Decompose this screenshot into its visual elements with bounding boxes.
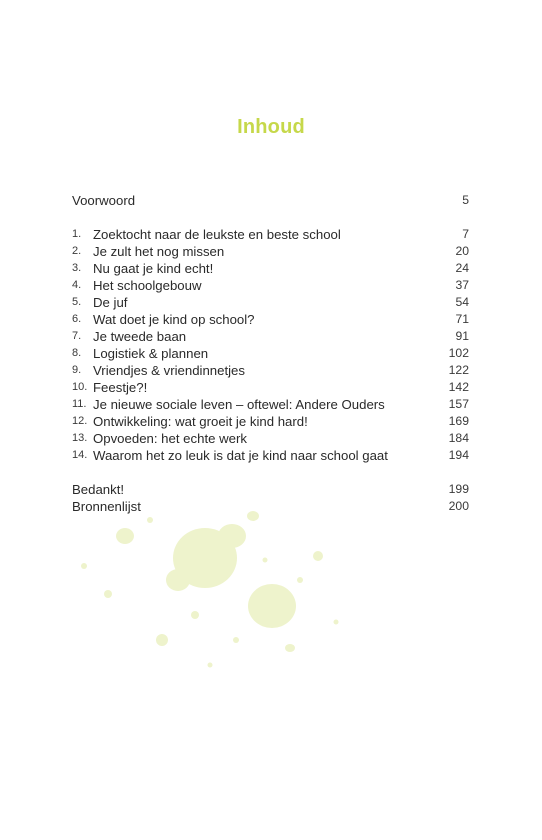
toc-chapter-2 xyxy=(72,243,469,260)
chapter-number: 8. xyxy=(72,347,82,359)
chapter-title: Waarom het zo leuk is dat je kind naar school gaat xyxy=(93,448,388,463)
chapter-page: 20 xyxy=(455,244,469,258)
chapter-page: 24 xyxy=(455,261,469,275)
chapter-title: Wat doet je kind op school? xyxy=(93,312,255,327)
chapter-title: Zoektocht naar de leukste en beste school xyxy=(93,227,341,242)
chapter-page: 169 xyxy=(448,414,469,428)
toc-chapter-8 xyxy=(72,345,469,362)
toc-chapter-12 xyxy=(72,413,469,430)
chapter-title: De juf xyxy=(93,295,128,310)
chapter-number: 10. xyxy=(72,381,88,393)
chapter-number: 11. xyxy=(72,398,87,410)
toc-chapter-9 xyxy=(72,362,469,379)
chapter-page: 194 xyxy=(448,448,469,462)
chapter-page: 7 xyxy=(462,227,469,241)
chapter-number: 2. xyxy=(72,245,82,257)
chapter-page: 102 xyxy=(448,346,469,360)
chapter-title: Opvoeden: het echte werk xyxy=(93,431,247,446)
chapter-title: Feestje?! xyxy=(93,380,148,395)
toc-chapter-3 xyxy=(72,260,469,277)
toc-entry-preface xyxy=(72,192,469,209)
toc-entry-page: 200 xyxy=(448,499,469,513)
chapter-page: 157 xyxy=(448,397,469,411)
chapter-number: 1. xyxy=(72,228,82,240)
chapter-number: 7. xyxy=(72,330,82,342)
chapter-title: Het schoolgebouw xyxy=(93,278,202,293)
chapter-page: 54 xyxy=(455,295,469,309)
toc-chapter-4 xyxy=(72,277,469,294)
chapter-title: Nu gaat je kind echt! xyxy=(93,261,214,276)
toc-chapter-5 xyxy=(72,294,469,311)
chapter-number: 13. xyxy=(72,432,88,444)
toc-entry-label: Bedankt! xyxy=(72,482,125,497)
chapter-number: 4. xyxy=(72,279,82,291)
chapter-number: 5. xyxy=(72,296,82,308)
chapter-number: 3. xyxy=(72,262,82,274)
toc-entry-acknowledgements xyxy=(72,481,469,498)
chapter-title: Je zult het nog missen xyxy=(93,244,225,259)
chapter-page: 142 xyxy=(448,380,469,394)
toc-chapter-13 xyxy=(72,430,469,447)
chapter-title: Vriendjes & vriendinnetjes xyxy=(93,363,245,378)
toc-entry-page: 5 xyxy=(462,193,469,207)
chapter-page: 71 xyxy=(455,312,469,326)
chapter-number: 14. xyxy=(72,449,88,461)
toc-entry-label: Voorwoord xyxy=(72,193,136,208)
toc-chapter-11 xyxy=(72,396,469,413)
toc-chapter-10 xyxy=(72,379,469,396)
chapter-number: 12. xyxy=(72,415,88,427)
toc-chapter-6 xyxy=(72,311,469,328)
chapter-page: 184 xyxy=(448,431,469,445)
toc-entry-label: Bronnenlijst xyxy=(72,499,141,514)
chapter-title: Ontwikkeling: wat groeit je kind hard! xyxy=(93,414,308,429)
chapter-number: 9. xyxy=(72,364,82,376)
chapter-title: Logistiek & plannen xyxy=(93,346,209,361)
toc-chapter-1 xyxy=(72,226,469,243)
chapter-page: 37 xyxy=(455,278,469,292)
toc-entry-page: 199 xyxy=(448,482,469,496)
chapter-title: Je tweede baan xyxy=(93,329,187,344)
chapter-number: 6. xyxy=(72,313,82,325)
page-title: Inhoud xyxy=(237,116,305,138)
toc-chapter-7 xyxy=(72,328,469,345)
toc-entry-bibliography xyxy=(72,498,469,515)
chapter-page: 122 xyxy=(448,363,469,377)
chapter-title: Je nieuwe sociale leven – oftewel: Andere Ouders xyxy=(93,397,385,412)
toc-chapter-14 xyxy=(72,447,469,464)
chapter-page: 91 xyxy=(455,329,469,343)
